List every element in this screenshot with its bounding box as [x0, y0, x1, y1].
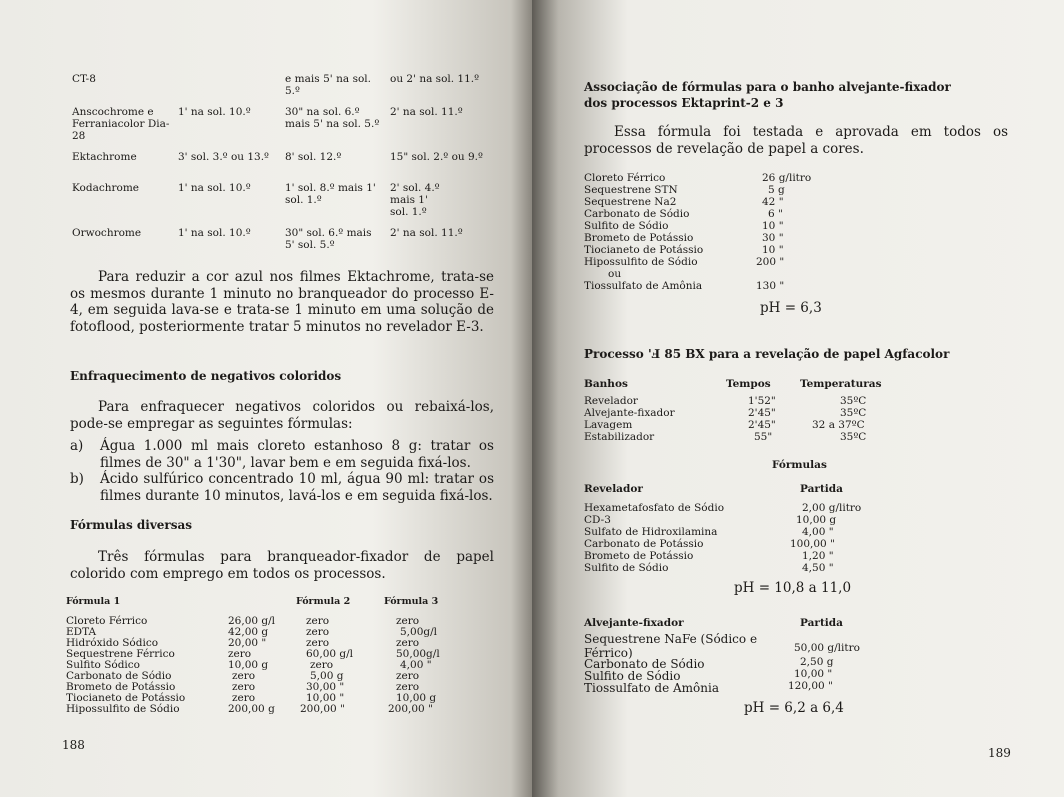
assoc-name: Tiocianeto de Potássio	[584, 244, 704, 256]
film-cell: 2' na sol. 11.º	[390, 227, 463, 239]
assoc-name: Sulfito de Sódio	[584, 220, 669, 232]
assoc-value: 5 g	[768, 184, 785, 196]
item-a-letter: a)	[70, 438, 84, 454]
bath-name: Lavagem	[584, 419, 633, 431]
formula-value: 200,00 g	[228, 703, 275, 715]
assoc-value: 26 g/litro	[762, 172, 812, 184]
formula-name: EDTA	[66, 626, 97, 638]
assoc-name: Brometo de Potássio	[584, 232, 694, 244]
bath-name: Revelador	[584, 395, 638, 407]
formula-value: zero	[396, 670, 420, 682]
formula-header: Fórmula 3	[384, 596, 439, 607]
film-cell: 8' sol. 12.º	[285, 151, 342, 163]
paragraph-negatives: Para enfraquecer negativos coloridos ou rebaixá-los, pode-se empregar as seguintes fórmulas:	[70, 399, 494, 432]
formula-value: 5,00 g	[310, 670, 344, 682]
intro-paragraph: Essa fórmula foi testada e aprovada em todos os processos de revelação de papel a cores.	[584, 124, 1008, 157]
formula-value: 60,00 g/l	[306, 648, 354, 660]
bath-header: Tempos	[726, 378, 771, 390]
formula-value: zero	[396, 681, 420, 693]
alv-value: 50,00 g/litro	[794, 642, 860, 654]
bath-header: Temperaturas	[800, 378, 882, 390]
rev-value: 4,50 "	[802, 562, 834, 574]
bath-time: 1'52"	[748, 395, 776, 407]
assoc-value: 200 "	[756, 256, 785, 268]
rev-value: 10,00 g	[796, 514, 837, 526]
formula-value: zero	[310, 659, 334, 671]
formula-value: 200,00 "	[300, 703, 345, 715]
alv-name: Tiossulfato de Amônia	[584, 681, 719, 695]
film-cell: e mais 5' na sol. 5.º	[285, 73, 371, 97]
formula-value: zero	[396, 615, 420, 627]
formula-header: Fórmula 1	[66, 596, 121, 607]
formula-name: Carbonato de Sódio	[66, 670, 172, 682]
alv-value: 120,00 "	[788, 680, 833, 692]
formula-name: Cloreto Férrico	[66, 615, 148, 627]
assoc-name: Tiossulfato de Amônia	[584, 280, 703, 292]
formula-name: Brometo de Potássio	[66, 681, 176, 693]
formula-value: 10,00 "	[306, 692, 345, 704]
assoc-name: Cloreto Férrico	[584, 172, 666, 184]
formula-value: zero	[306, 637, 330, 649]
film-name: Anscochrome e Ferraniacolor Dia-28	[72, 106, 170, 142]
rev-name: Sulfato de Hidroxilamina	[584, 526, 718, 538]
bath-name: Estabilizador	[584, 431, 655, 443]
formula-value: zero	[228, 648, 252, 660]
alv-name: Sulfito de Sódio	[584, 669, 681, 683]
item-b-text: Ácido sulfúrico concentrado 10 ml, água 90 ml: tratar os filmes durante 10 minutos, lavá-los e em seguida fixá-los.	[100, 471, 494, 504]
rev-name: Hexametafosfato de Sódio	[584, 502, 725, 514]
film-name: Orwochrome	[72, 227, 142, 239]
formula-value: 10,00 g	[228, 659, 269, 671]
film-cell: 1' na sol. 10.º	[178, 106, 251, 118]
film-cell: 2' na sol. 11.º	[390, 106, 463, 118]
formula-name: Tiocianeto de Potássio	[66, 692, 186, 704]
film-cell: 1' na sol. 10.º	[178, 182, 251, 194]
assoc-value: 10 "	[762, 244, 784, 256]
assoc-value: 42 "	[762, 196, 784, 208]
item-a-text: Água 1.000 ml mais cloreto estanhoso 8 g: tratar os filmes de 30" a 1'30", lavar bem e em seguida fixá-los.	[100, 438, 494, 471]
bath-time: 2'45"	[748, 407, 776, 419]
formula-value: 200,00 "	[388, 703, 433, 715]
bath-header: Banhos	[584, 378, 628, 390]
film-cell: 30" sol. 6.º mais 5' sol. 5.º	[285, 227, 372, 251]
ph-value: pH = 6,3	[760, 300, 822, 316]
formula-value: 30,00 "	[306, 681, 345, 693]
rev-name: CD-3	[584, 514, 611, 526]
assoc-or: ou	[608, 268, 622, 280]
paragraph-blue-reduction: Para reduzir a cor azul nos filmes Ektachrome, trata-se os mesmos durante 1 minuto no branqueador do processo E-4, em seguida lava-se e trata-se 1 minuto em uma solução de fotoflood, posteriormente tratar 5 minutos no revelador E-3.	[70, 269, 494, 335]
film-cell: 1' sol. 8.º mais 1' sol. 1.º	[285, 182, 376, 206]
rev-value: 2,00 g/litro	[802, 502, 862, 514]
formula-value: 42,00 g	[228, 626, 269, 638]
formula-header: Fórmula 2	[296, 596, 351, 607]
bath-name: Alvejante-fixador	[584, 407, 675, 419]
page-number: 188	[62, 738, 85, 752]
formula-value: 10,00 g	[396, 692, 437, 704]
rev-value: 1,20 "	[802, 550, 834, 562]
film-name: Kodachrome	[72, 182, 140, 194]
assoc-value: 6 "	[768, 208, 783, 220]
film-cell: 3' sol. 3.º ou 13.º	[178, 151, 269, 163]
film-name: Ektachrome	[72, 151, 137, 163]
film-cell: 30" na sol. 6.º mais 5' na sol. 5.º	[285, 106, 380, 130]
assoc-value: 30 "	[762, 232, 784, 244]
bath-temp: 35ºC	[840, 431, 867, 443]
assoc-value: 130 "	[756, 280, 785, 292]
heading-process: Processo 'Ⅎ 85 BX para a revelação de papel Agfacolor	[584, 347, 950, 361]
formula-name: Hipossulfito de Sódio	[66, 703, 180, 715]
bath-time: 55"	[754, 431, 773, 443]
film-cell: 2' sol. 4.º mais 1' sol. 1.º	[390, 182, 440, 218]
formula-value: zero	[306, 626, 330, 638]
assoc-name: Sequestrene STN	[584, 184, 678, 196]
ph-value: pH = 6,2 a 6,4	[744, 700, 844, 716]
formula-name: Hidróxido Sódico	[66, 637, 159, 649]
bath-temp: 35ºC	[840, 407, 867, 419]
film-cell: 1' na sol. 10.º	[178, 227, 251, 239]
bath-temp: 35ºC	[840, 395, 867, 407]
rev-name: Carbonato de Potássio	[584, 538, 704, 550]
alv-value: 10,00 "	[794, 668, 833, 680]
film-cell: 15" sol. 2.º ou 9.º	[390, 151, 483, 163]
right-page	[532, 0, 1064, 797]
bath-temp: 32 a 37ºC	[812, 419, 865, 431]
alv-partida: Partida	[800, 617, 843, 629]
formula-value: 4,00 "	[400, 659, 432, 671]
formula-value: zero	[306, 615, 330, 627]
page-number: 189	[988, 746, 1011, 760]
formulas-title: Fórmulas	[772, 459, 827, 471]
formula-value: 26,00 g/l	[228, 615, 276, 627]
bath-time: 2'45"	[748, 419, 776, 431]
formula-value: 5,00g/l	[400, 626, 437, 638]
paragraph-diverse: Três fórmulas para branqueador-fixador de papel colorido com emprego em todos os processos.	[70, 549, 494, 582]
assoc-name: Sequestrene Na2	[584, 196, 677, 208]
assoc-value: 10 "	[762, 220, 784, 232]
formula-value: zero	[232, 681, 256, 693]
item-b-letter: b)	[70, 471, 84, 487]
formula-name: Sequestrene Férrico	[66, 648, 175, 660]
heading-diverse: Fórmulas diversas	[70, 518, 193, 532]
assoc-name: Hipossulfito de Sódio	[584, 256, 698, 268]
formula-value: zero	[232, 692, 256, 704]
rev-name: Sulfito de Sódio	[584, 562, 669, 574]
film-cell: ou 2' na sol. 11.º	[390, 73, 480, 85]
rev-partida: Partida	[800, 483, 843, 495]
formula-value: zero	[232, 670, 256, 682]
formula-name: Sulfito Sódico	[66, 659, 140, 671]
rev-value: 4,00 "	[802, 526, 834, 538]
film-name: CT-8	[72, 73, 96, 85]
ph-value: pH = 10,8 a 11,0	[734, 580, 852, 596]
alv-name: Carbonato de Sódio	[584, 657, 705, 671]
alv-value: 2,50 g	[800, 656, 834, 668]
rev-name: Brometo de Potássio	[584, 550, 694, 562]
rev-heading: Revelador	[584, 483, 643, 495]
heading-negatives: Enfraquecimento de negativos coloridos	[70, 369, 342, 383]
alv-heading: Alvejante-fixador	[584, 617, 684, 629]
assoc-name: Carbonato de Sódio	[584, 208, 690, 220]
rev-value: 100,00 "	[790, 538, 835, 550]
title-association-2: dos processos Ektaprint-2 e 3	[584, 96, 784, 110]
alv-name: Sequestrene NaFe (Sódico e Férrico)	[584, 632, 758, 660]
formula-value: 50,00g/l	[396, 648, 440, 660]
title-association: Associação de fórmulas para o banho alvejante-fixador	[584, 80, 951, 94]
formula-value: zero	[396, 637, 420, 649]
formula-value: 20,00 "	[228, 637, 267, 649]
